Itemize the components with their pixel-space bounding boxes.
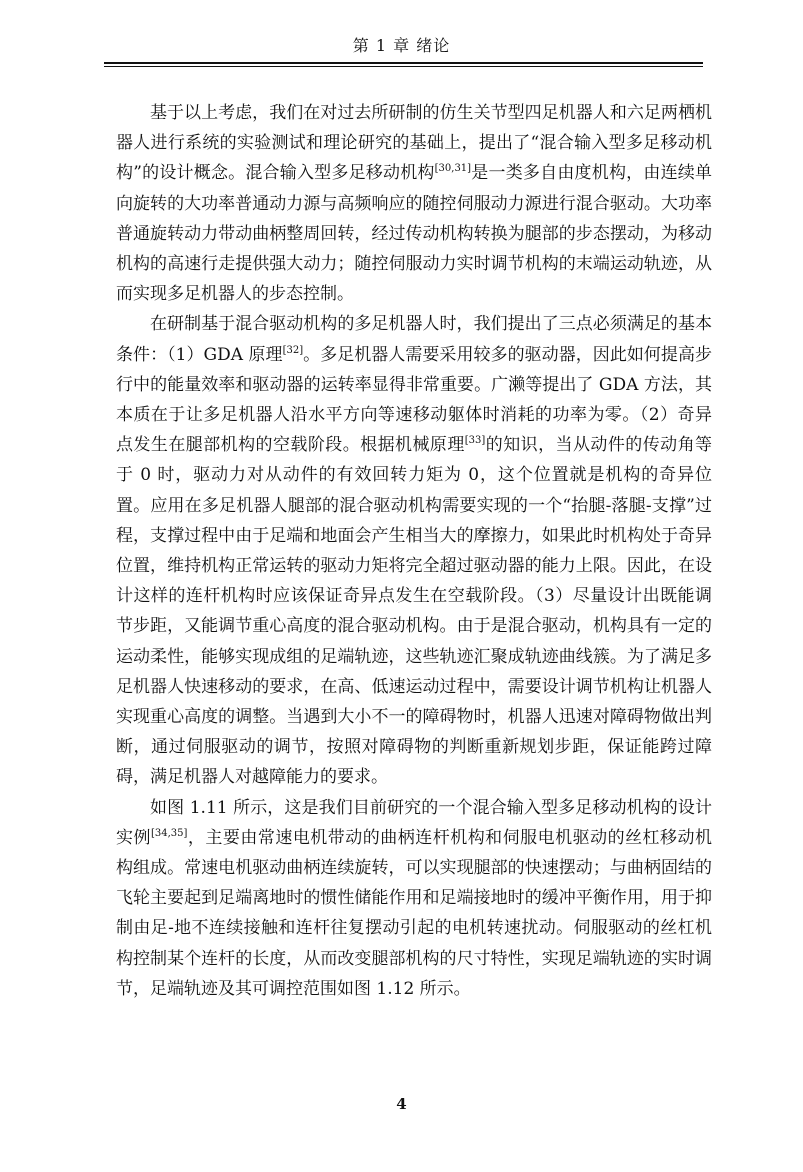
paragraph-text: 在研制基于混合驱动机构的多足机器人时，我们提出了三点必须满足的基本条件：（1）GDA 原理 xyxy=(116,314,712,365)
paragraph-3 xyxy=(116,793,712,1004)
page-number: 4 xyxy=(396,1095,407,1113)
body-text xyxy=(116,98,712,1004)
paragraph-text: ，主要由常速电机带动的曲柄连杆机构和伺服电机驱动的丝杠移动机构组成。常速电机驱动曲柄连续旋转，可以实现腿部的快速摆动；与曲柄固结的飞轮主要起到足端离地时的惯性储能作用和足端接地时的缓冲平衡作用，用于抑制由足-地不连续接触和连杆往复摆动引起的电机转速扰动。伺服驱动的丝杠机构控制某个连杆的长度，从而改变腿部机构的尺寸特性，实现足端轨迹的实时调节，足端轨迹及其可调控范围如图 1.12 所示。 xyxy=(116,827,713,999)
paragraph-1 xyxy=(116,98,712,309)
citation: [32] xyxy=(282,344,304,356)
paragraph-text: 如图 1.11 所示，这是我们目前研究的一个混合输入型多足移动机构的设计实例 xyxy=(116,797,712,848)
paragraph-text: 基于以上考虑，我们在对过去所研制的仿生关节型四足机器人和六足两栖机器人进行系统的实验测试和理论研究的基础上，提出了“混合输入型多足移动机构”的设计概念。混合输入型多足移动机构 xyxy=(116,103,712,184)
paragraph-text: 的知识，当从动件的传动角等于 0 时，驱动力对从动件的有效回转力矩为 0，这个位置就是机构的奇异位置。应用在多足机器人腿部的混合驱动机构需要实现的一个“抬腿-落腿-支撑”过程，支撑过程中由于足端和地面会产生相当大的摩擦力，如果此时机构处于奇异位置，维持机构正常运转的驱动力矩将完全超过驱动器的能力上限。因此，在设计这样的连杆机构时应该保证奇异点发生在空载阶段。（3）尽量设计出既能调节步距，又能调节重心高度的混合驱动机构。由于是混合驱动，机构具有一定的运动柔性，能够实现成组的足端轨迹，这些轨迹汇聚成轨迹曲线簇。为了满足多足机器人快速移动的要求，在高、低速运动过程中，需要设计调节机构让机器人实现重心高度的调整。当遇到大小不一的障碍物时，机器人迅速对障碍物做出判断，通过伺服驱动的调节，按照对障碍物的判断重新规划步距，保证能跨过障碍，满足机器人对越障能力的要求。 xyxy=(116,435,713,788)
citation: [33] xyxy=(464,435,486,447)
citation: [30,31] xyxy=(434,163,472,175)
header-rule-thin xyxy=(104,66,703,67)
paragraph-2 xyxy=(116,309,712,792)
paragraph-text: 。多足机器人需要采用较多的驱动器，因此如何提高步行中的能量效率和驱动器的运转率显得非常重要。广濑等提出了 GDA 方法，其本质在于让多足机器人沿水平方向等速移动躯体时消耗的功率为零。（2）奇异点发生在腿部机构的空载阶段。根据机械原理 xyxy=(116,344,713,456)
citation: [34,35] xyxy=(150,827,188,839)
header-rule-thick xyxy=(104,62,703,64)
running-header: 第 1 章 绪论 xyxy=(352,36,451,55)
paragraph-text: 是一类多自由度机构，由连续单向旋转的大功率普通动力源与高频响应的随控伺服动力源进行混合驱动。大功率普通旋转动力带动曲柄整周回转，经过传动机构转换为腿部的步态摆动，为移动机构的高速行走提供强大动力；随控伺服动力实时调节机构的末端运动轨迹，从而实现多足机器人的步态控制。 xyxy=(116,163,712,305)
